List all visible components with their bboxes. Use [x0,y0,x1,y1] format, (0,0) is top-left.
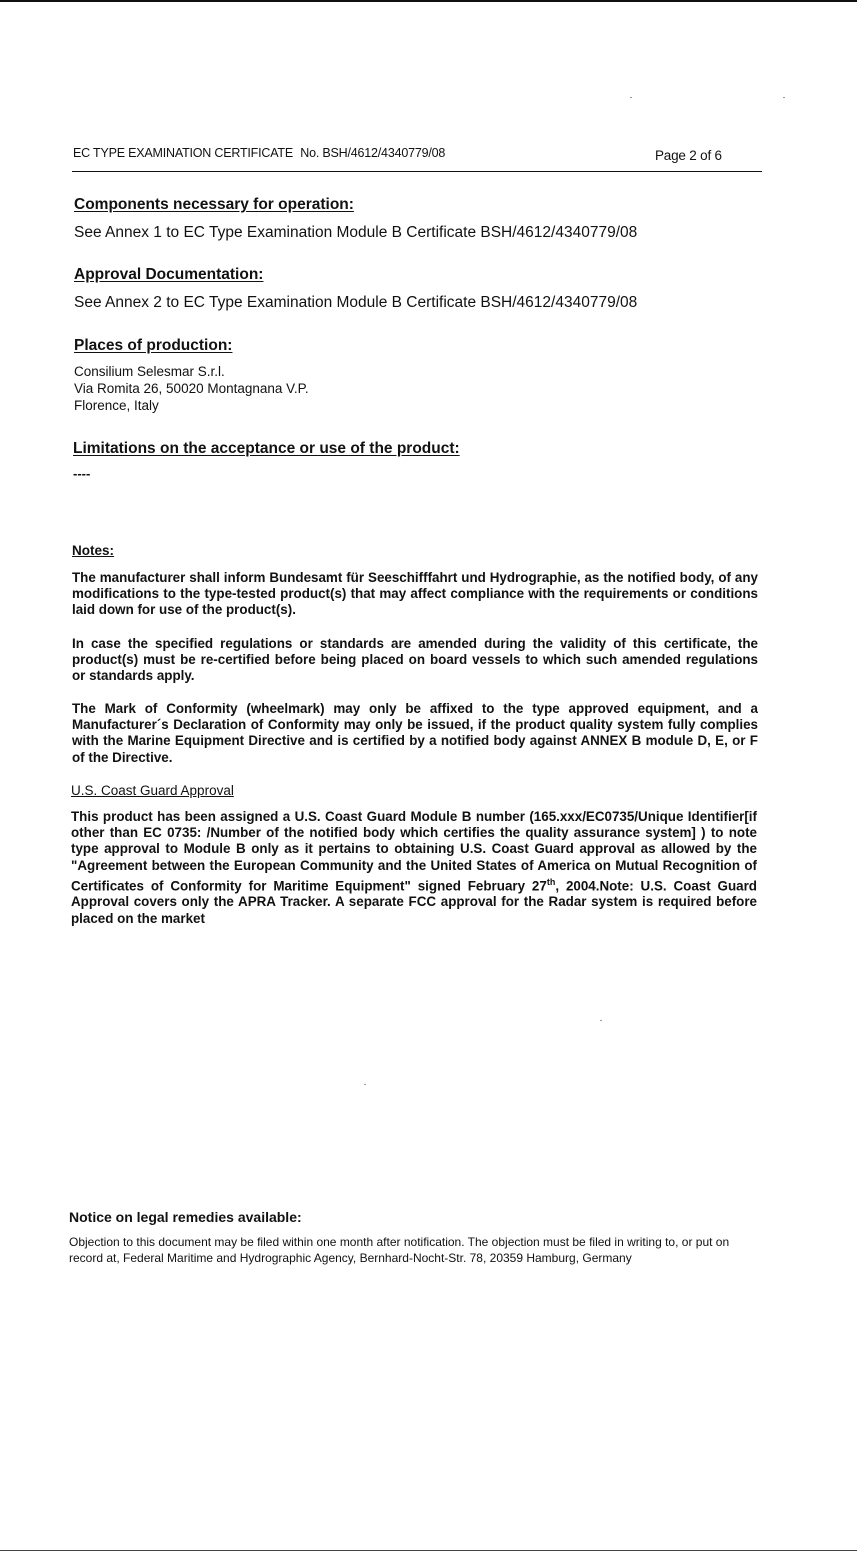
page-number: Page 2 of 6 [655,148,722,163]
uscg-text-part1: This product has been assigned a U.S. Coast Guard Module B number (165.xxx/EC0735/Unique Identifier[if other than EC 0735: /Number of the notified body which certifies the quality assurance system] ) to note type approval to Module B only as it pertains to obtaining U.S. Coast Guard approval as allowed by the "Agreement between the European Community and the United States of America on Mutual Recognition of Certificates of Conformity for Maritime Equipment" signed February 27 [71,809,757,894]
address-line: Consilium Selesmar S.r.l. [74,364,225,379]
components-heading: Components necessary for operation: [74,196,354,213]
legal-heading: Notice on legal remedies available: [69,1209,302,1225]
notes-heading: Notes: [72,543,115,558]
address-line: Via Romita 26, 50020 Montagnana V.P. [74,381,309,396]
approval-docs-heading: Approval Documentation: [74,266,264,283]
header-rule [72,171,762,172]
note-paragraph: The Mark of Conformity (wheelmark) may only be affixed to the type approved equipment, and a Manufacturer´s Declaration of Conformity may only be issued, if the product quality system fully complies with the Marine Equipment Directive and is certified by a notified body against ANNEX B module D, E, or F of the Directive. [72,701,758,765]
ordinal-suffix: th [546,876,556,887]
address-line: Florence, Italy [74,398,159,413]
scan-speck [783,97,785,98]
certificate-number: No. BSH/4612/4340779/08 [300,146,446,160]
note-paragraph: In case the specified regulations or standards are amended during the validity of this certificate, the product(s) must be re-certified before being placed on board vessels to which such amended regulations or standards apply. [72,636,758,684]
production-address [74,363,309,414]
limitations-body: ---- [73,466,91,481]
scan-top-edge [0,0,857,2]
uscg-paragraph [71,809,757,927]
certificate-title: EC TYPE EXAMINATION CERTIFICATE [73,146,293,160]
uscg-text-part2: , 2004.Note: U.S. Coast Guard Approval covers only the APRA Tracker. A separate FCC approval for the Radar system is required before placed on the market [71,878,757,926]
scan-speck [630,97,632,98]
scan-speck [364,1084,366,1085]
uscg-heading: U.S. Coast Guard Approval [71,783,234,798]
limitations-heading: Limitations on the acceptance or use of the product: [73,440,460,457]
certificate-header [73,146,445,160]
scan-speck [600,1020,602,1021]
note-paragraph: The manufacturer shall inform Bundesamt für Seeschifffahrt und Hydrographie, as the notified body, of any modifications to the type-tested product(s) that may affect compliance with the requirements or conditions laid down for use of the product(s). [72,570,758,618]
legal-body: Objection to this document may be filed within one month after notification. The objection must be filed in writing to, or put on record at, Federal Maritime and Hydrographic Agency, Bernhard-Nocht-Str. 78, 20359 Hamburg, Germany [69,1235,730,1265]
places-heading: Places of production: [74,337,233,354]
approval-docs-body: See Annex 2 to EC Type Examination Module B Certificate BSH/4612/4340779/08 [74,294,638,311]
scan-bottom-edge [0,1550,857,1551]
components-body: See Annex 1 to EC Type Examination Module B Certificate BSH/4612/4340779/08 [74,224,638,241]
